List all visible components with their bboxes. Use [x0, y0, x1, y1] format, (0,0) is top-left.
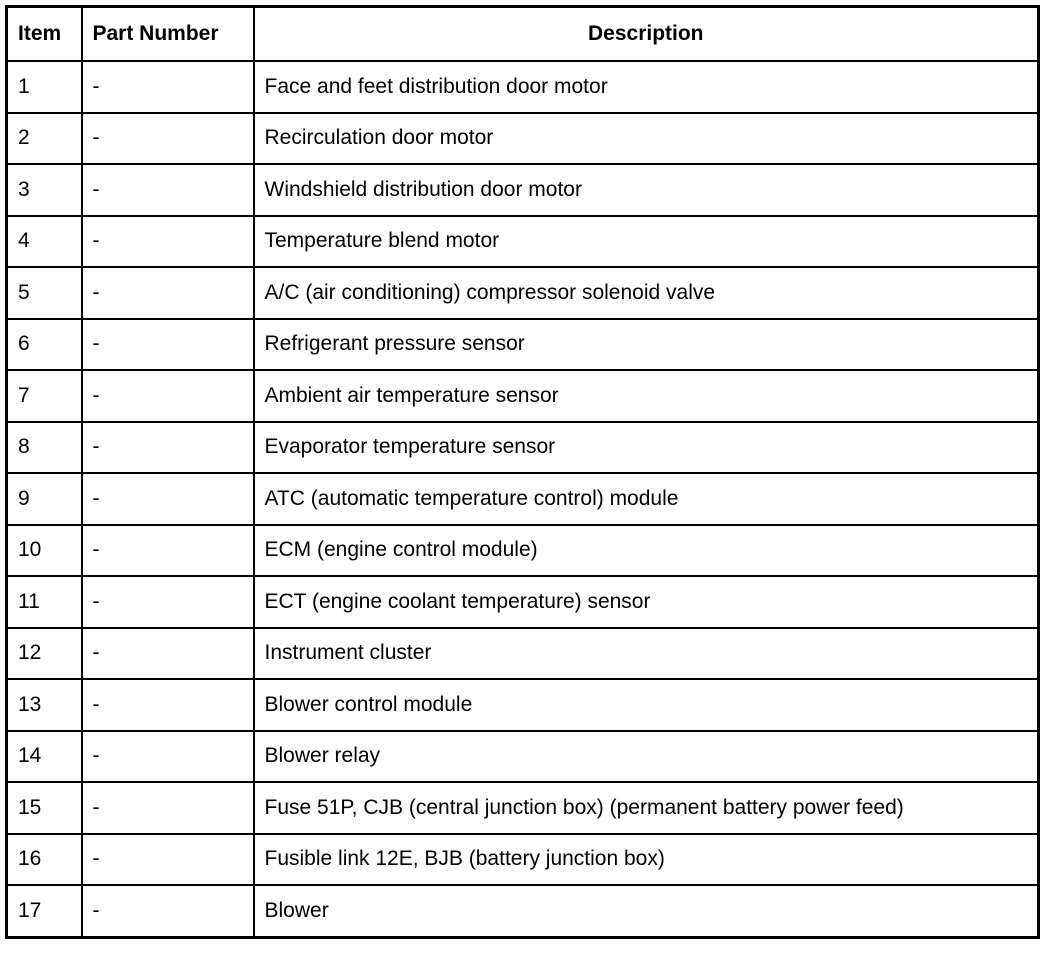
table-row	[7, 731, 1039, 783]
cell-item: 14	[7, 731, 82, 783]
cell-item: 3	[7, 164, 82, 216]
cell-item: 6	[7, 319, 82, 371]
cell-part-number: -	[82, 113, 254, 165]
cell-description: Blower control module	[254, 679, 1039, 731]
table-header	[7, 7, 1039, 62]
cell-part-number: -	[82, 834, 254, 886]
header-row	[7, 7, 1039, 62]
cell-part-number: -	[82, 885, 254, 937]
table-row	[7, 216, 1039, 268]
table-row	[7, 422, 1039, 474]
table-body	[7, 61, 1039, 937]
cell-item: 1	[7, 61, 82, 113]
table-row	[7, 473, 1039, 525]
cell-part-number: -	[82, 473, 254, 525]
cell-item: 5	[7, 267, 82, 319]
cell-description: Fusible link 12E, BJB (battery junction box)	[254, 834, 1039, 886]
cell-description: Fuse 51P, CJB (central junction box) (permanent battery power feed)	[254, 782, 1039, 834]
table-row	[7, 576, 1039, 628]
table-row	[7, 679, 1039, 731]
cell-description: ECM (engine control module)	[254, 525, 1039, 577]
cell-item: 8	[7, 422, 82, 474]
table-row	[7, 164, 1039, 216]
cell-part-number: -	[82, 679, 254, 731]
cell-item: 15	[7, 782, 82, 834]
header-item: Item	[7, 7, 82, 62]
cell-part-number: -	[82, 422, 254, 474]
cell-description: Recirculation door motor	[254, 113, 1039, 165]
table-row	[7, 834, 1039, 886]
cell-part-number: -	[82, 164, 254, 216]
cell-description: ATC (automatic temperature control) module	[254, 473, 1039, 525]
cell-item: 4	[7, 216, 82, 268]
cell-item: 12	[7, 628, 82, 680]
cell-description: Windshield distribution door motor	[254, 164, 1039, 216]
table-row	[7, 370, 1039, 422]
cell-part-number: -	[82, 731, 254, 783]
table-row	[7, 628, 1039, 680]
cell-description: Instrument cluster	[254, 628, 1039, 680]
cell-part-number: -	[82, 525, 254, 577]
cell-item: 13	[7, 679, 82, 731]
cell-item: 17	[7, 885, 82, 937]
cell-part-number: -	[82, 782, 254, 834]
header-description: Description	[254, 7, 1039, 62]
cell-part-number: -	[82, 628, 254, 680]
cell-description: Refrigerant pressure sensor	[254, 319, 1039, 371]
table-row	[7, 885, 1039, 937]
cell-part-number: -	[82, 61, 254, 113]
cell-item: 2	[7, 113, 82, 165]
cell-description: Face and feet distribution door motor	[254, 61, 1039, 113]
cell-part-number: -	[82, 576, 254, 628]
table-row	[7, 267, 1039, 319]
cell-item: 9	[7, 473, 82, 525]
parts-table	[5, 5, 1040, 939]
cell-description: Blower	[254, 885, 1039, 937]
cell-description: Evaporator temperature sensor	[254, 422, 1039, 474]
cell-part-number: -	[82, 319, 254, 371]
cell-item: 11	[7, 576, 82, 628]
table-row	[7, 319, 1039, 371]
header-part-number: Part Number	[82, 7, 254, 62]
cell-description: ECT (engine coolant temperature) sensor	[254, 576, 1039, 628]
table-row	[7, 113, 1039, 165]
table-row	[7, 782, 1039, 834]
cell-description: A/C (air conditioning) compressor solenoid valve	[254, 267, 1039, 319]
cell-item: 10	[7, 525, 82, 577]
cell-part-number: -	[82, 267, 254, 319]
cell-part-number: -	[82, 216, 254, 268]
cell-description: Temperature blend motor	[254, 216, 1039, 268]
cell-item: 16	[7, 834, 82, 886]
cell-description: Blower relay	[254, 731, 1039, 783]
cell-part-number: -	[82, 370, 254, 422]
table-row	[7, 525, 1039, 577]
cell-description: Ambient air temperature sensor	[254, 370, 1039, 422]
table-row	[7, 61, 1039, 113]
cell-item: 7	[7, 370, 82, 422]
